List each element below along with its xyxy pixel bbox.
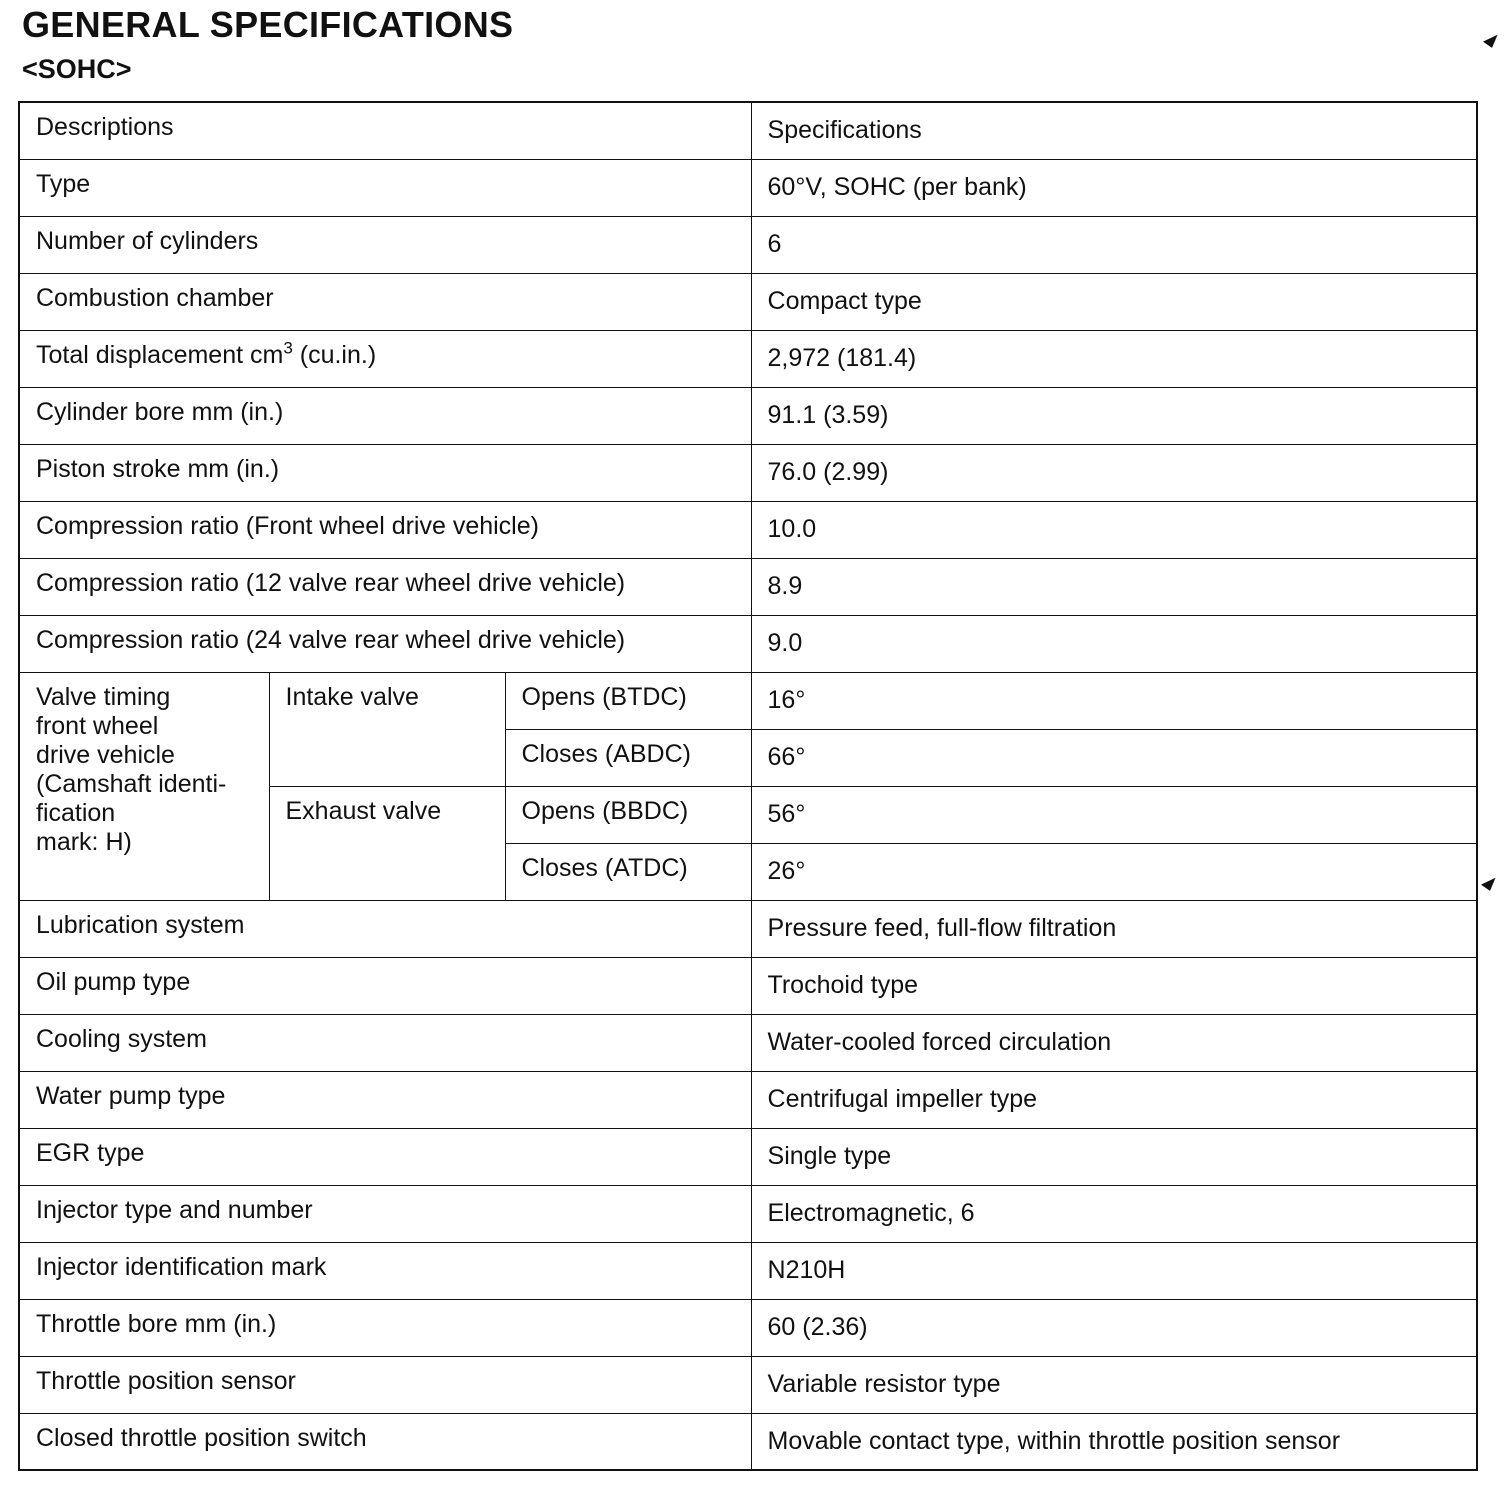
row-label: Cooling system	[19, 1014, 751, 1071]
valve-timing-line: Valve timing	[36, 682, 171, 711]
valve-timing-line: fication	[36, 798, 116, 827]
row-value: Compact type	[751, 273, 1477, 330]
header-specifications: Specifications	[751, 102, 1477, 159]
row-value: 76.0 (2.99)	[751, 444, 1477, 501]
table-row	[19, 501, 1477, 558]
row-label: Lubrication system	[19, 900, 751, 957]
row-value: Centrifugal impeller type	[751, 1071, 1477, 1128]
intake-valve-label: Intake valve	[269, 672, 505, 786]
row-value: N210H	[751, 1242, 1477, 1299]
row-value: Trochoid type	[751, 957, 1477, 1014]
table-row	[19, 1299, 1477, 1356]
row-value: Electromagnetic, 6	[751, 1185, 1477, 1242]
valve-timing-line: drive vehicle	[36, 740, 175, 769]
row-value: 9.0	[751, 615, 1477, 672]
intake-closes-label: Closes (ABDC)	[505, 729, 751, 786]
row-label: Number of cylinders	[19, 216, 751, 273]
row-value: 8.9	[751, 558, 1477, 615]
row-label: Cylinder bore mm (in.)	[19, 387, 751, 444]
page-title: GENERAL SPECIFICATIONS	[22, 4, 514, 45]
margin-mark-middle	[1481, 873, 1498, 891]
row-label: Type	[19, 159, 751, 216]
row-label: Compression ratio (12 valve rear wheel drive vehicle)	[19, 558, 751, 615]
valve-timing-line: front wheel	[36, 711, 159, 740]
row-label: Throttle bore mm (in.)	[19, 1299, 751, 1356]
row-value: 6	[751, 216, 1477, 273]
table-row	[19, 273, 1477, 330]
intake-opens-value: 16°	[751, 672, 1477, 729]
table-header-row	[19, 102, 1477, 159]
valve-timing-row	[19, 672, 1477, 729]
table-row	[19, 1128, 1477, 1185]
row-value: Single type	[751, 1128, 1477, 1185]
row-value: 10.0	[751, 501, 1477, 558]
row-label	[19, 330, 751, 387]
exhaust-opens-value: 56°	[751, 786, 1477, 843]
exhaust-valve-label: Exhaust valve	[269, 786, 505, 900]
row-label: Oil pump type	[19, 957, 751, 1014]
label-text: Total displacement cm	[36, 340, 284, 369]
table-row	[19, 1014, 1477, 1071]
table-row	[19, 615, 1477, 672]
header-descriptions: Descriptions	[19, 102, 751, 159]
row-label: Injector identification mark	[19, 1242, 751, 1299]
row-label: Compression ratio (Front wheel drive vehicle)	[19, 501, 751, 558]
table-row	[19, 444, 1477, 501]
row-label: Closed throttle position switch	[19, 1413, 751, 1470]
exhaust-closes-value: 26°	[751, 843, 1477, 900]
row-label: Injector type and number	[19, 1185, 751, 1242]
intake-closes-value: 66°	[751, 729, 1477, 786]
row-value: Pressure feed, full-flow filtration	[751, 900, 1477, 957]
table-row	[19, 216, 1477, 273]
table-row	[19, 1413, 1477, 1470]
row-value: 91.1 (3.59)	[751, 387, 1477, 444]
row-label: Compression ratio (24 valve rear wheel drive vehicle)	[19, 615, 751, 672]
row-value: 60°V, SOHC (per bank)	[751, 159, 1477, 216]
margin-mark-top	[1483, 30, 1500, 48]
label-text: (cu.in.)	[292, 340, 377, 369]
row-label: Combustion chamber	[19, 273, 751, 330]
valve-timing-label	[19, 672, 269, 900]
table-row	[19, 1356, 1477, 1413]
exhaust-closes-label: Closes (ATDC)	[505, 843, 751, 900]
intake-opens-label: Opens (BTDC)	[505, 672, 751, 729]
row-value: Variable resistor type	[751, 1356, 1477, 1413]
table-row	[19, 900, 1477, 957]
row-label: Piston stroke mm (in.)	[19, 444, 751, 501]
row-value: Movable contact type, within throttle position sensor	[751, 1413, 1477, 1470]
row-label: Throttle position sensor	[19, 1356, 751, 1413]
table-row	[19, 330, 1477, 387]
table-row	[19, 1242, 1477, 1299]
row-label: EGR type	[19, 1128, 751, 1185]
row-value: 2,972 (181.4)	[751, 330, 1477, 387]
exhaust-opens-label: Opens (BBDC)	[505, 786, 751, 843]
table-row	[19, 1071, 1477, 1128]
valve-timing-line: (Camshaft identi-	[36, 769, 227, 798]
row-value: Water-cooled forced circulation	[751, 1014, 1477, 1071]
row-label: Water pump type	[19, 1071, 751, 1128]
table-row	[19, 957, 1477, 1014]
page-subtitle: <SOHC>	[22, 54, 132, 84]
valve-timing-line: mark: H)	[36, 827, 132, 856]
table-row	[19, 387, 1477, 444]
table-row	[19, 558, 1477, 615]
table-row	[19, 1185, 1477, 1242]
table-row	[19, 159, 1477, 216]
label-superscript: 3	[283, 338, 293, 358]
row-value: 60 (2.36)	[751, 1299, 1477, 1356]
spec-table	[18, 101, 1478, 1471]
